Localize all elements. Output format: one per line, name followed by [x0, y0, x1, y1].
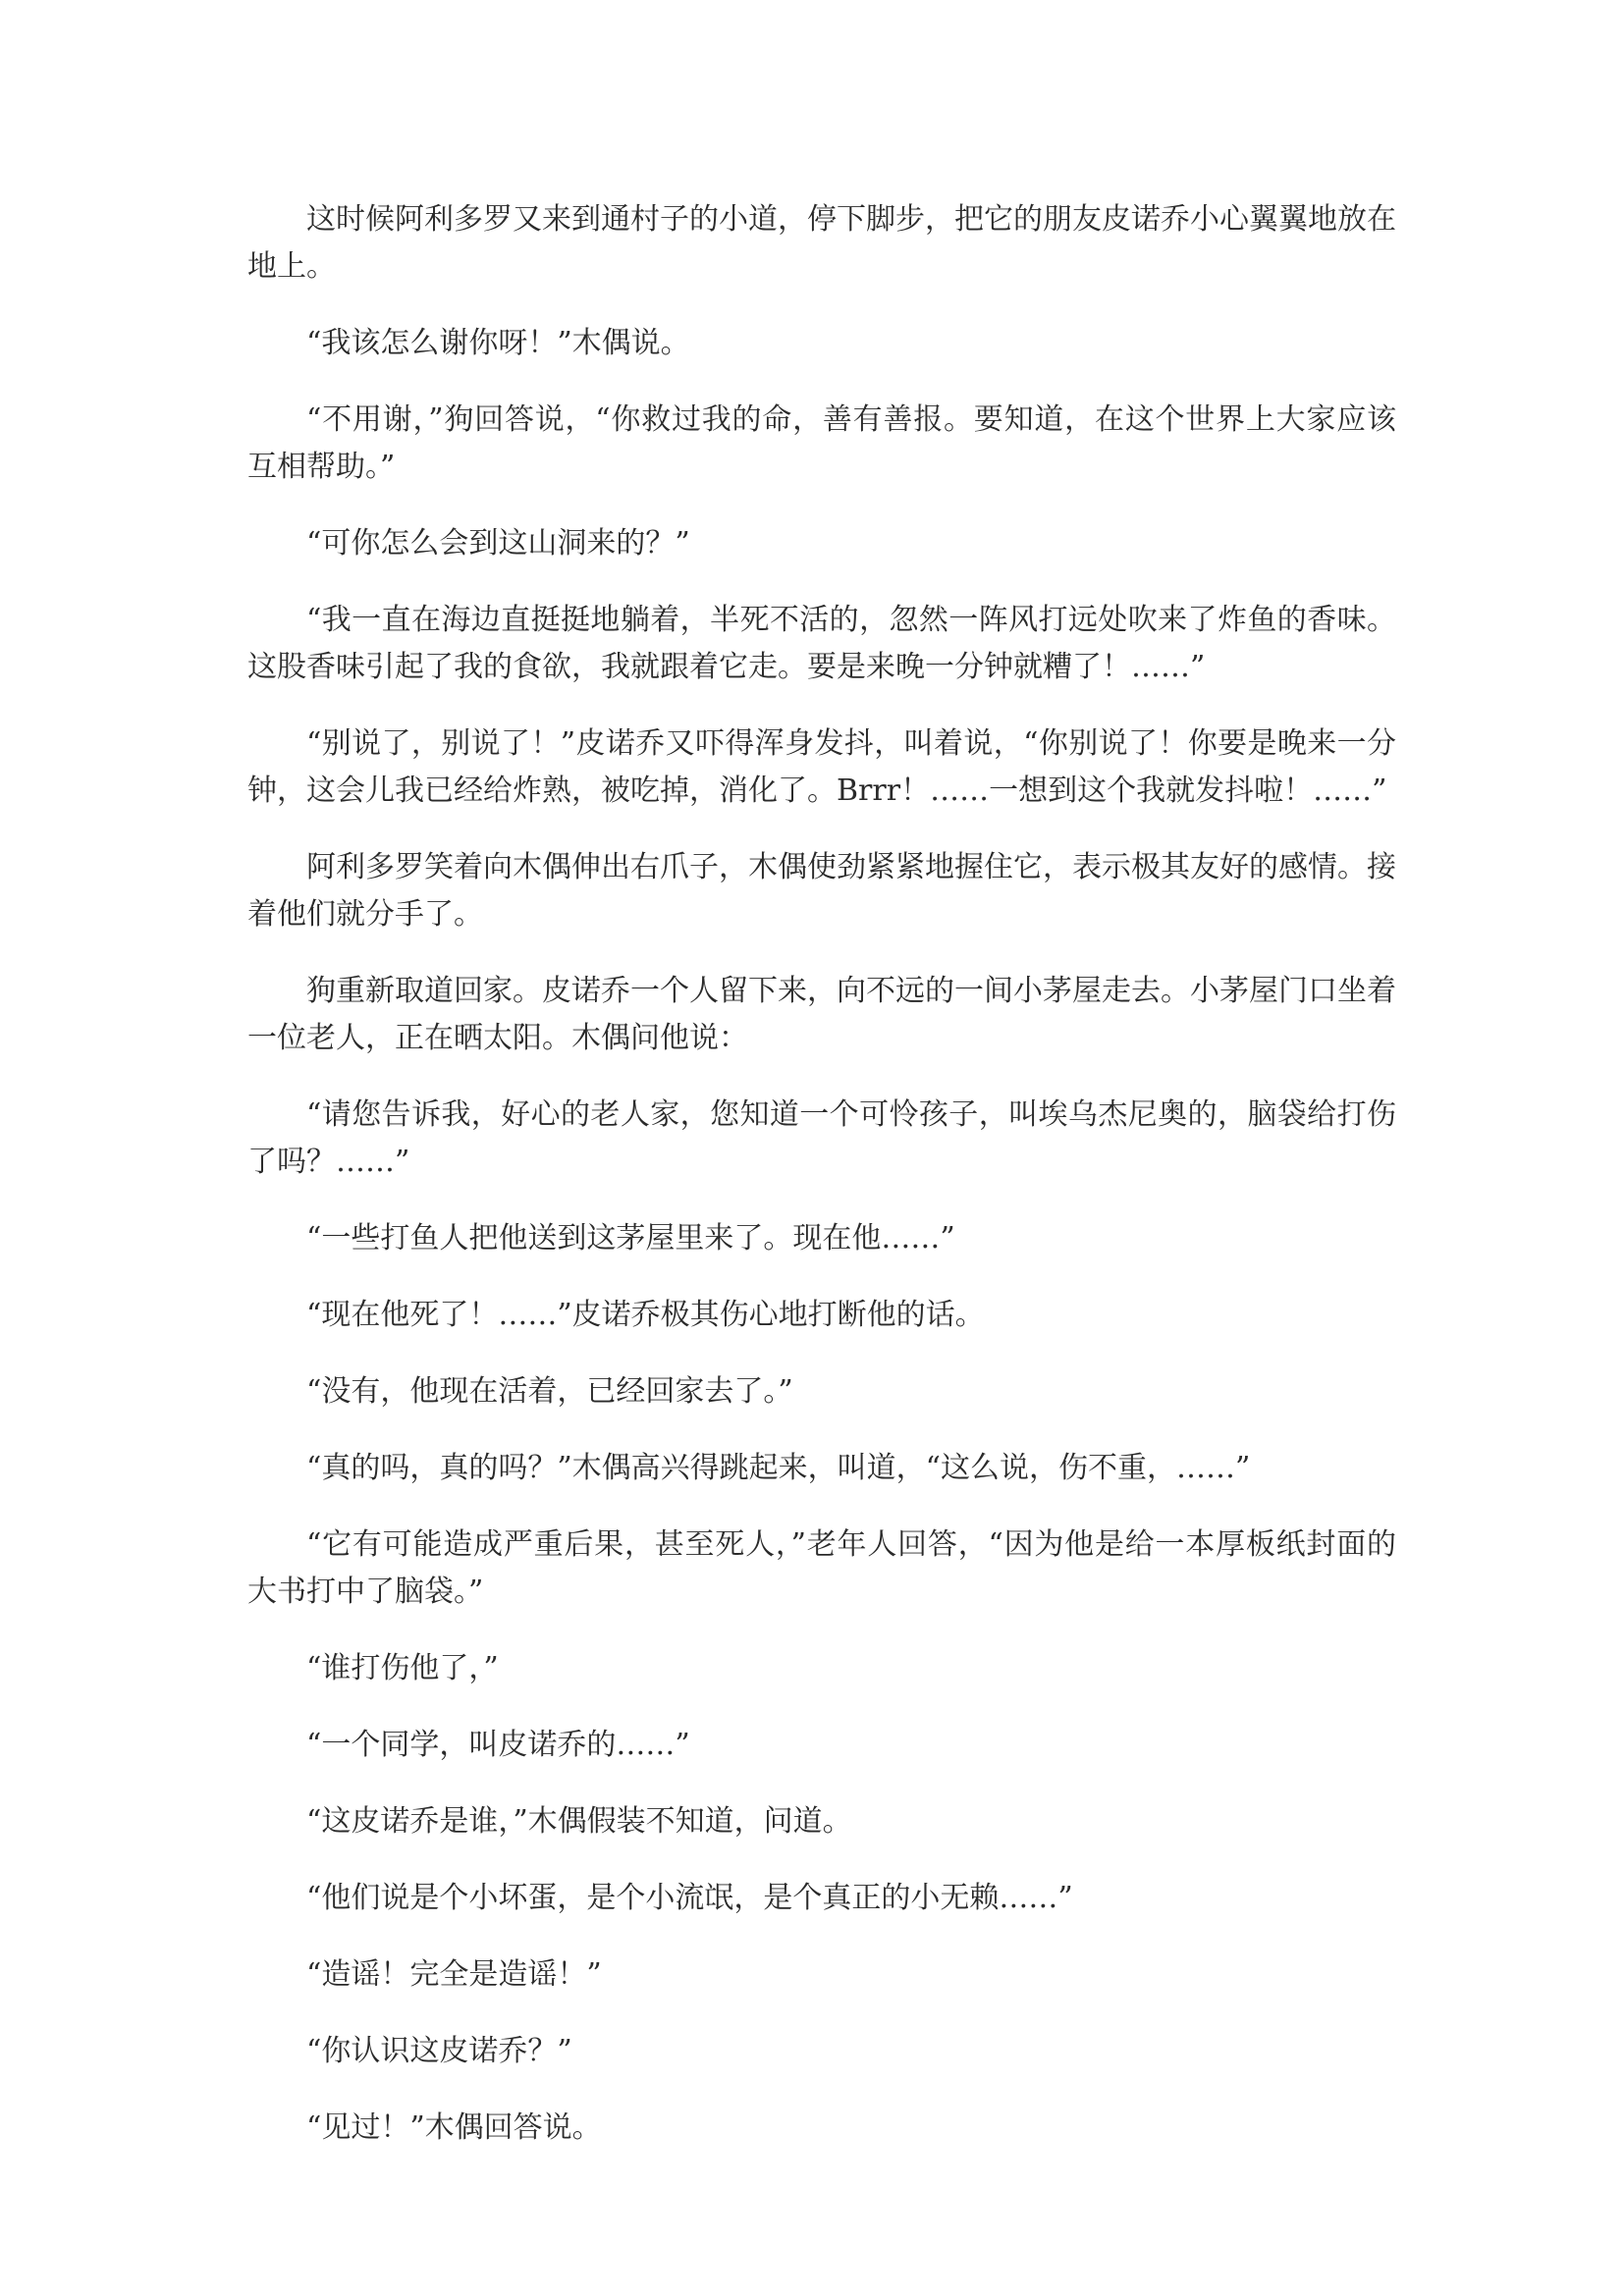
- paragraph-5: “我一直在海边直挺挺地躺着，半死不活的，忽然一阵风打远处吹来了炸鱼的香味。这股香味引起了我的食欲，我就跟着它走。要是来晚一分钟就糟了！……”: [247, 603, 1396, 684]
- paragraph-14: “它有可能造成严重后果，甚至死人，”老年人回答，“因为他是给一本厚板纸封面的大书打中了脑袋。”: [247, 1527, 1396, 1609]
- paragraph-6: “别说了，别说了！”皮诺乔又吓得浑身发抖，叫着说，“你别说了！你要是晚来一分钟，这会儿我已经给炸熟，被吃掉，消化了。Brrr！……一想到这个我就发抖啦！……”: [247, 726, 1396, 808]
- paragraph-21: “见过！”木偶回答说。: [306, 2110, 602, 2145]
- paragraph-18: “他们说是个小坏蛋，是个小流氓，是个真正的小无赖……”: [306, 1881, 1073, 1915]
- document-page: [247, 196, 1396, 2181]
- paragraph-11: “现在他死了！……”皮诺乔极其伤心地打断他的话。: [306, 1298, 985, 1332]
- paragraph-7: 阿利多罗笑着向木偶伸出右爪子，木偶使劲紧紧地握住它，表示极其友好的感情。接着他们就分手了。: [247, 850, 1396, 932]
- paragraph-10: “一些打鱼人把他送到这茅屋里来了。现在他……”: [306, 1221, 955, 1255]
- paragraph-2: “我该怎么谢你呀！”木偶说。: [306, 326, 690, 360]
- paragraph-9: “请您告诉我，好心的老人家，您知道一个可怜孩子，叫埃乌杰尼奥的，脑袋给打伤了吗？……”: [247, 1097, 1396, 1179]
- paragraph-1: 这时候阿利多罗又来到通村子的小道，停下脚步，把它的朋友皮诺乔小心翼翼地放在地上。: [247, 202, 1396, 284]
- paragraph-12: “没有，他现在活着，已经回家去了。”: [306, 1374, 793, 1409]
- paragraph-3: “不用谢，”狗回答说，“你救过我的命，善有善报。要知道，在这个世界上大家应该互相帮助。”: [247, 402, 1396, 484]
- paragraph-13: “真的吗，真的吗？”木偶高兴得跳起来，叫道，“这么说，伤不重，……”: [306, 1451, 1251, 1485]
- paragraph-16: “一个同学，叫皮诺乔的……”: [306, 1728, 690, 1762]
- paragraph-15: “谁打伤他了，”: [306, 1651, 499, 1685]
- paragraph-17: “这皮诺乔是谁，”木偶假装不知道，问道。: [306, 1804, 852, 1839]
- paragraph-19: “造谣！完全是造谣！”: [306, 1957, 602, 1992]
- paragraph-4: “可你怎么会到这山洞来的？”: [306, 526, 690, 561]
- paragraph-8: 狗重新取道回家。皮诺乔一个人留下来，向不远的一间小茅屋走去。小茅屋门口坐着一位老人，正在晒太阳。木偶问他说：: [247, 974, 1396, 1055]
- paragraph-20: “你认识这皮诺乔？”: [306, 2034, 572, 2068]
